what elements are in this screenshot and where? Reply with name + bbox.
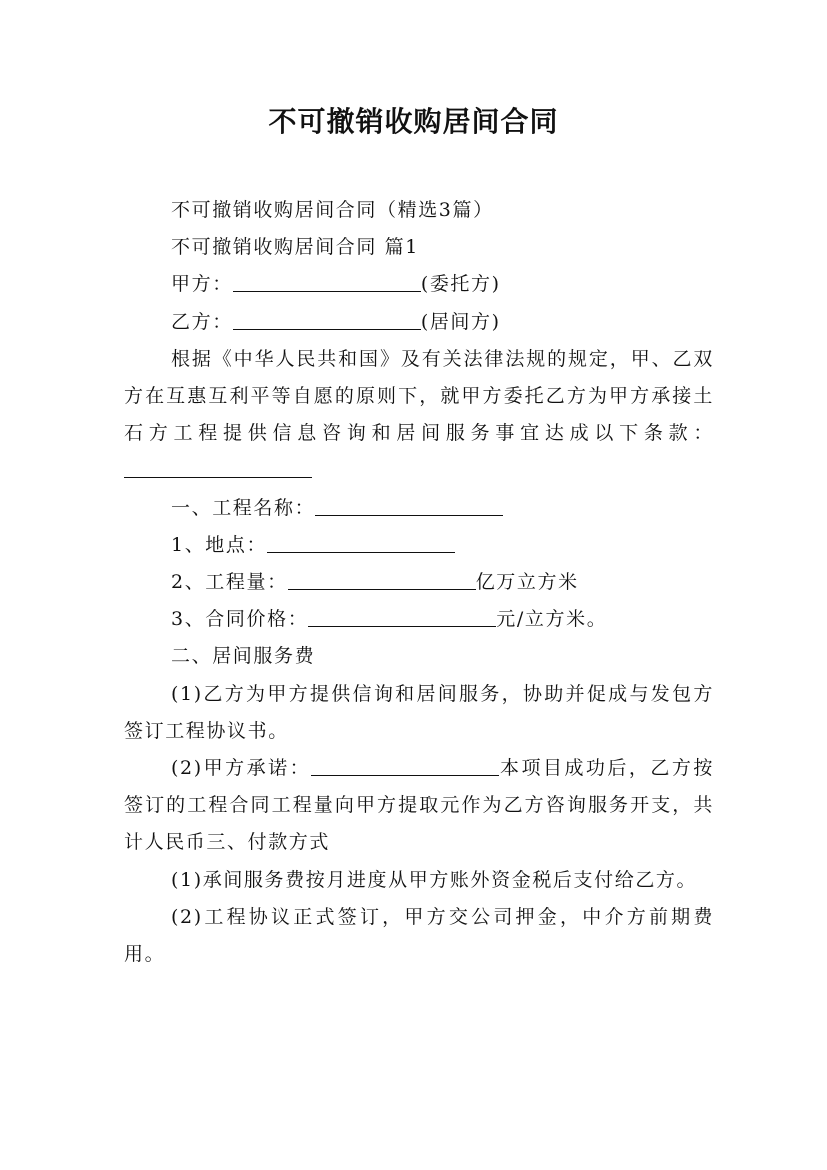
quantity-blank	[288, 565, 476, 590]
party-b-blank	[233, 305, 421, 330]
quantity-label: 2、工程量：	[171, 571, 288, 594]
fee-item-2-text: 本项目成功后，乙方按签订的工程合同工程量向甲方提取元作为乙方咨询服务开支，共计人民币三、付款方式	[124, 757, 714, 854]
party-b-line	[124, 304, 714, 341]
party-b-suffix: (居间方)	[420, 310, 501, 333]
preamble-blank	[124, 453, 312, 478]
project-name-blank	[315, 491, 503, 516]
section-heading: 不可撤销收购居间合同 篇1	[171, 236, 419, 259]
party-a-label: 甲方：	[171, 273, 233, 296]
subtitle: 不可撤销收购居间合同（精选3篇）	[171, 199, 494, 221]
location-line	[124, 527, 714, 564]
document-body	[124, 192, 714, 973]
price-line	[124, 601, 714, 638]
party-a-suffix: (委托方)	[420, 273, 501, 296]
fee-item-1: (1)乙方为甲方提供信询和居间服务，协助并促成与发包方签订工程协议书。	[124, 682, 714, 742]
quantity-line	[124, 564, 714, 601]
location-blank	[267, 528, 455, 553]
project-name-line	[124, 490, 714, 527]
payment-item-2: (2)工程协议正式签订，甲方交公司押金，中介方前期费用。	[124, 905, 714, 966]
price-label: 3、合同价格：	[171, 608, 309, 631]
price-blank	[308, 602, 496, 627]
quantity-suffix: 亿万立方米	[475, 571, 579, 594]
party-a-line	[124, 266, 714, 303]
location-label: 1、地点：	[171, 533, 268, 556]
party-a-blank	[233, 267, 421, 292]
fee-heading: 二、居间服务费	[171, 645, 316, 668]
fee-item-2	[124, 750, 714, 862]
preamble-text: 根据《中华人民共和国》及有关法律法规的规定，甲、乙双方在互惠互利平等自愿的原则下，就甲方委托乙方为甲方承接土石方工程提供信息咨询和居间服务事宜达成以下条款：	[124, 347, 714, 445]
fee-item-2-label: (2)甲方承诺：	[171, 757, 312, 780]
payment-item-1: (1)承间服务费按月进度从甲方账外资金税后支付给乙方。	[171, 868, 698, 891]
preamble-paragraph	[124, 341, 714, 490]
project-name-label: 一、工程名称：	[171, 496, 316, 519]
party-b-label: 乙方：	[171, 310, 233, 333]
fee-item-2-blank	[311, 751, 499, 776]
price-suffix: 元/立方米。	[496, 608, 608, 631]
document-title: 不可撤销收购居间合同	[268, 105, 559, 138]
